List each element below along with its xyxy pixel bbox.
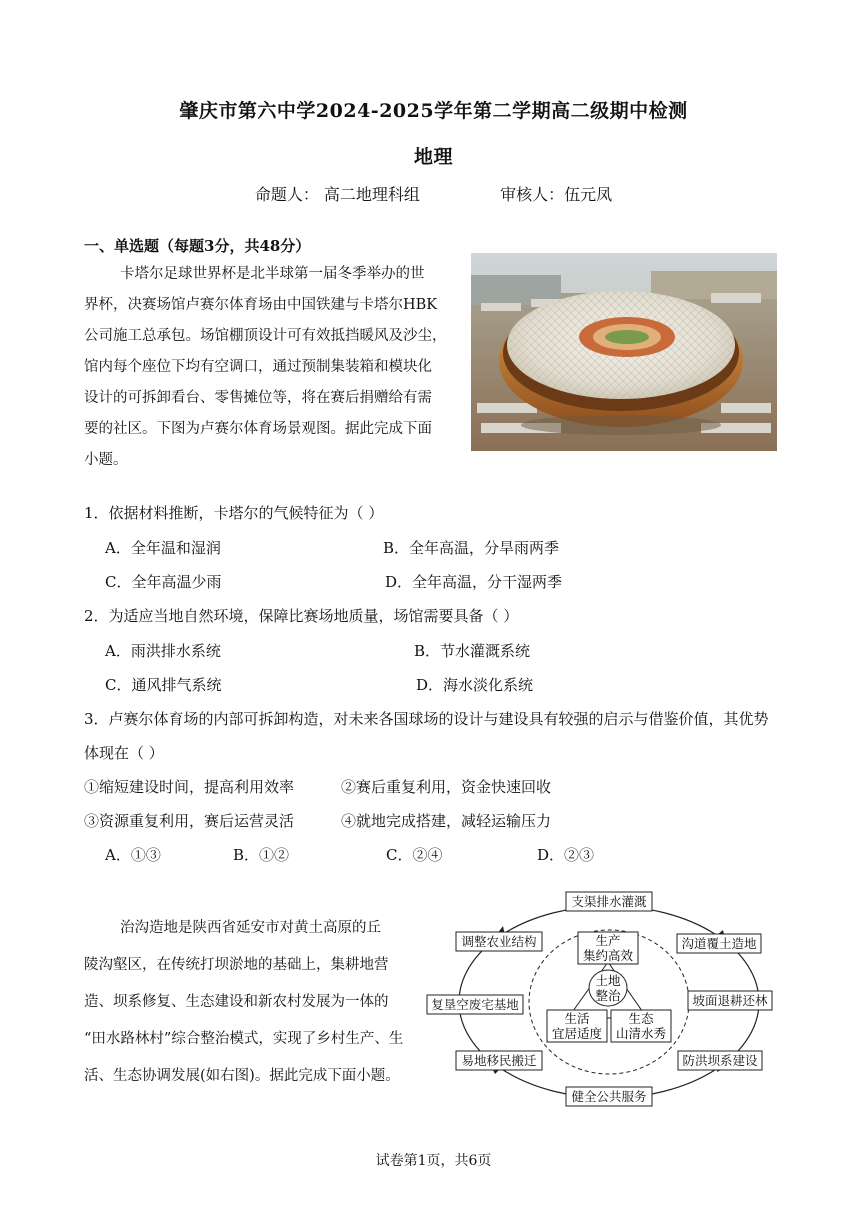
passage-1-line: 馆内每个座位下均有空调口，通过预制集装箱和模块化 xyxy=(84,359,432,375)
diagram-box-public-service: 健全公共服务 xyxy=(571,1089,647,1104)
diagram-ecology-title: 生态 xyxy=(628,1011,654,1026)
diagram-box-agriculture: 调整农业结构 xyxy=(461,934,537,949)
passage-1 xyxy=(84,259,459,476)
passage-2 xyxy=(84,910,419,1095)
stadium-photo xyxy=(471,253,777,451)
q3-option-b: B．①② xyxy=(233,846,290,864)
diagram-center-line2: 整治 xyxy=(595,988,621,1003)
question-3-stem: 3．卢赛尔体育场的内部可拆卸构造，对未来各国球场的设计与建设具有较强的启示与借鉴价值，其优势 xyxy=(84,710,769,728)
author-line xyxy=(0,182,867,205)
diagram-box-homestead: 复垦空废宅基地 xyxy=(431,997,519,1012)
q3-statement-3: ③资源重复利用，赛后运营灵活 xyxy=(84,812,295,830)
q1-option-c: C．全年高温少雨 xyxy=(105,573,222,591)
question-2-stem: 2．为适应当地自然环境，保障比赛场地质量，场馆需要具备（ ） xyxy=(84,607,519,625)
passage-1-line: 要的社区。下图为卢赛尔体育场景观图。据此完成下面 xyxy=(84,421,432,437)
diagram-living-title: 生活 xyxy=(564,1011,590,1026)
q1-option-a: A．全年温和湿润 xyxy=(105,539,221,557)
q3-option-a: A．①③ xyxy=(105,846,161,864)
subject-title: 地理 xyxy=(413,146,453,168)
author: 命题人： 高二地理科组 xyxy=(254,185,420,204)
q3-option-c: C．②④ xyxy=(386,846,443,864)
diagram-box-canal: 支渠排水灌溉 xyxy=(571,894,647,909)
passage-1-line: 设计的可拆卸看台、零售摊位等，将在赛后捐赠给有需 xyxy=(84,390,432,406)
diagram-production-title: 生产 xyxy=(595,933,621,948)
question-1-stem: 1．依据材料推断，卡塔尔的气候特征为（ ） xyxy=(84,504,384,522)
passage-1-line: 界杯，决赛场馆卢赛尔体育场由中国铁建与卡塔尔HBK xyxy=(84,297,438,313)
passage-2-line: 陵沟壑区，在传统打坝淤地的基础上，集耕地营 xyxy=(84,957,389,973)
diagram-living-desc: 宜居适度 xyxy=(551,1026,603,1041)
q3-option-d: D．②③ xyxy=(537,846,595,864)
section-heading: 一、单选题（每题3分，共48分） xyxy=(84,237,311,255)
diagram-box-gully: 沟道覆土造地 xyxy=(681,936,757,951)
passage-2-line: 活、生态协调发展(如右图)。据此完成下面小题。 xyxy=(84,1068,400,1084)
question-3-stem-cont: 体现在（ ） xyxy=(84,744,164,762)
reviewer: 审核人：伍元凤 xyxy=(500,185,613,204)
q3-statement-1: ①缩短建设时间，提高利用效率 xyxy=(84,778,295,796)
q2-option-d: D．海水淡化系统 xyxy=(416,676,534,694)
q1-option-d: D．全年高温，分干湿两季 xyxy=(385,573,563,591)
diagram-box-relocation: 易地移民搬迁 xyxy=(461,1053,537,1068)
q1-option-b: B．全年高温，分旱雨两季 xyxy=(383,539,560,557)
passage-2-line: 治沟造地是陕西省延安市对黄土高原的丘 xyxy=(120,920,381,936)
q2-option-a: A．雨洪排水系统 xyxy=(105,642,221,660)
diagram-ecology-desc: 山清水秀 xyxy=(615,1026,667,1041)
exam-title: 肇庆市第六中学2024-2025学年第二学期高二级期中检测 xyxy=(179,100,688,122)
diagram-center-line1: 土地 xyxy=(595,973,621,988)
q2-option-b: B．节水灌溉系统 xyxy=(414,642,531,660)
diagram-production-desc: 集约高效 xyxy=(582,948,634,963)
passage-1-line: 卡塔尔足球世界杯是北半球第一届冬季举办的世 xyxy=(120,266,425,282)
page-footer: 试卷第1页，共6页 xyxy=(375,1153,492,1169)
passage-2-line: “田水路林村”综合整治模式，实现了乡村生产、生 xyxy=(84,1031,404,1047)
q3-statement-2: ②赛后重复利用，资金快速回收 xyxy=(341,778,552,796)
q2-option-c: C．通风排气系统 xyxy=(105,676,222,694)
q3-statement-4: ④就地完成搭建，减轻运输压力 xyxy=(341,812,552,830)
passage-1-line: 公司施工总承包。场馆棚顶设计可有效抵挡暖风及沙尘， xyxy=(84,328,447,344)
diagram-box-slope: 坡面退耕还林 xyxy=(692,993,768,1008)
diagram-box-dam: 防洪坝系建设 xyxy=(682,1053,758,1068)
passage-2-line: 造、坝系修复、生态建设和新农村发展为一体的 xyxy=(84,994,389,1010)
passage-1-line: 小题。 xyxy=(84,452,128,468)
land-consolidation-diagram xyxy=(425,890,775,1108)
